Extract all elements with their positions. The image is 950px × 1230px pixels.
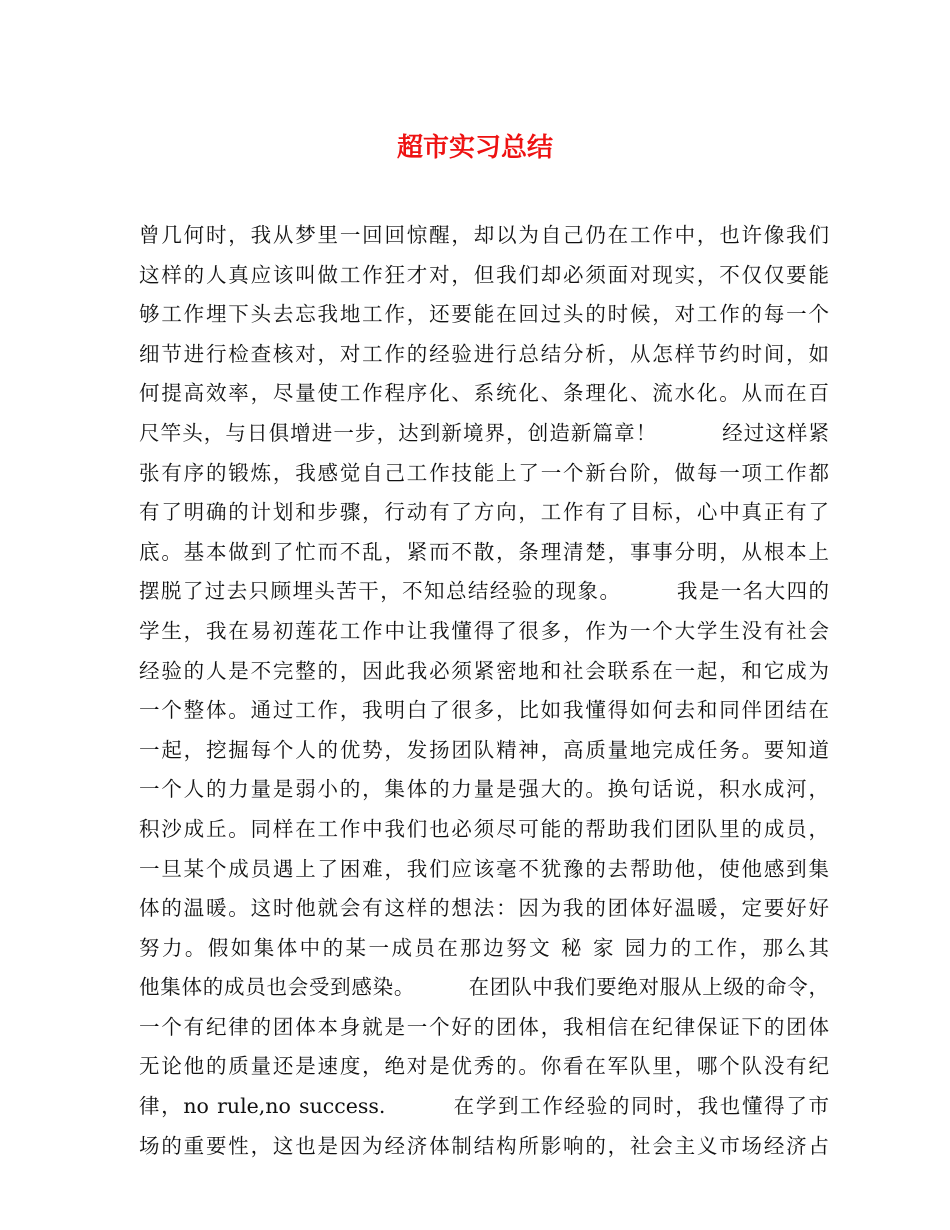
body-line: 学生，我在易初莲花工作中让我懂得了很多，作为一个大学生没有社会	[139, 618, 829, 643]
body-line: 律，no rule,no success. 在学到工作经验的同时，我也懂得了市	[139, 1094, 829, 1119]
body-line: 摆脱了过去只顾埋头苦干，不知总结经验的现象。 我是一名大四的	[139, 579, 829, 604]
body-line: 张有序的锻炼，我感觉自己工作技能上了一个新台阶，做每一项工作都	[139, 460, 829, 485]
body-line: 场的重要性，这也是因为经济体制结构所影响的，社会主义市场经济占	[139, 1133, 829, 1158]
body-line: 他集体的成员也会受到感染。 在团队中我们要绝对服从上级的命令，	[139, 975, 829, 1000]
document-body	[139, 216, 829, 1166]
body-line: 努力。假如集体中的某一成员在那边努文 秘 家 园力的工作，那么其	[139, 935, 829, 960]
body-line: 尺竿头，与日俱增进一步，达到新境界，创造新篇章！ 经过这样紧	[139, 420, 829, 445]
body-line: 细节进行检查核对，对工作的经验进行总结分析，从怎样节约时间，如	[139, 341, 829, 366]
body-line: 底。基本做到了忙而不乱，紧而不散，条理清楚，事事分明，从根本上	[139, 539, 829, 564]
body-line: 体的温暖。这时他就会有这样的想法：因为我的团体好温暖，定要好好	[139, 896, 829, 921]
body-line: 一起，挖掘每个人的优势，发扬团队精神，高质量地完成任务。要知道	[139, 737, 829, 762]
body-line: 够工作埋下头去忘我地工作，还要能在回过头的时候，对工作的每一个	[139, 302, 829, 327]
body-line: 经验的人是不完整的，因此我必须紧密地和社会联系在一起，和它成为	[139, 658, 829, 683]
body-line: 无论他的质量还是速度，绝对是优秀的。你看在军队里，哪个队没有纪	[139, 1054, 829, 1079]
body-line: 一个整体。通过工作，我明白了很多，比如我懂得如何去和同伴团结在	[139, 698, 829, 723]
body-line: 积沙成丘。同样在工作中我们也必须尽可能的帮助我们团队里的成员，	[139, 816, 829, 841]
document-title: 超市实习总结	[396, 133, 553, 163]
body-line: 一旦某个成员遇上了困难，我们应该毫不犹豫的去帮助他，使他感到集	[139, 856, 829, 881]
body-line: 曾几何时，我从梦里一回回惊醒，却以为自己仍在工作中，也许像我们	[139, 223, 829, 247]
body-line: 一个有纪律的团体本身就是一个好的团体，我相信在纪律保证下的团体	[139, 1014, 829, 1039]
body-line: 何提高效率，尽量使工作程序化、系统化、条理化、流水化。从而在百	[139, 381, 829, 406]
body-line: 这样的人真应该叫做工作狂才对，但我们却必须面对现实，不仅仅要能	[139, 262, 829, 287]
body-line: 有了明确的计划和步骤，行动有了方向，工作有了目标，心中真正有了	[139, 500, 829, 525]
body-line: 一个人的力量是弱小的，集体的力量是强大的。换句话说，积水成河，	[139, 777, 829, 802]
